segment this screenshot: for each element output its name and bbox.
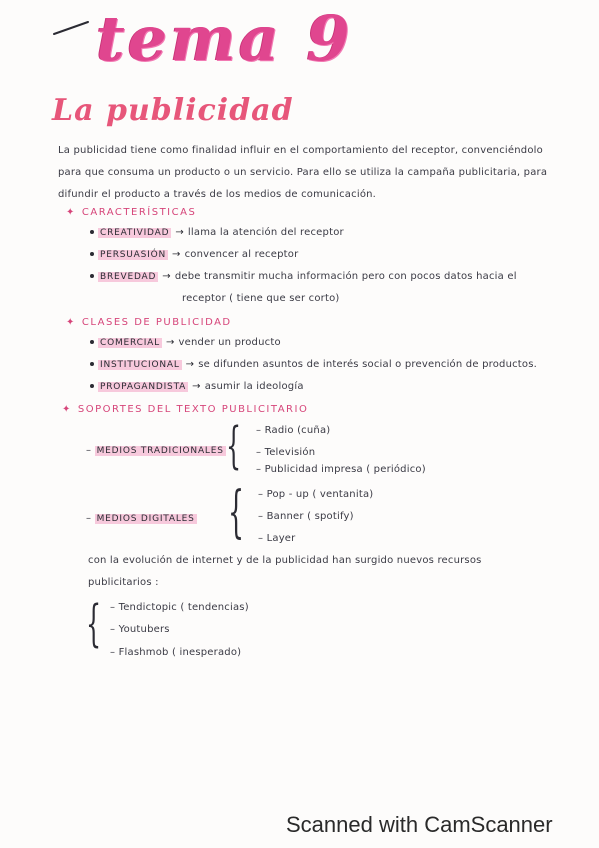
item-text: convencer al receptor — [184, 249, 299, 260]
section-heading-caracteristicas: ✦ CARACTERÍSTICAS — [66, 207, 197, 218]
bullet-icon — [90, 384, 94, 388]
page-title: tema 9 — [96, 2, 353, 75]
evolution-line-2: publicitarios : — [88, 577, 159, 588]
brace-icon: { — [228, 481, 245, 545]
intro-paragraph: La publicidad tiene como finalidad influir en el comportamiento del receptor, convenciéndolo para que consuma un producto o un servicio. Para ello se utiliza la campaña publicitaria, para difundir el producto a través de los medios de comunicación. — [58, 145, 548, 200]
list-item — [90, 272, 517, 282]
list-item — [90, 360, 537, 370]
page-subtitle: La publicidad — [52, 93, 294, 128]
section-heading-clases: ✦ CLASES DE PUBLICIDAD — [66, 317, 232, 328]
group-item: – Layer — [258, 533, 296, 544]
list-item — [90, 250, 298, 260]
group-item: – Publicidad impresa ( periódico) — [256, 464, 426, 475]
star-icon: ✦ — [66, 207, 76, 218]
group-item: – Radio (cuña) — [256, 425, 331, 436]
star-icon: ✦ — [62, 404, 72, 415]
section-heading-soportes: ✦ SOPORTES DEL TEXTO PUBLICITARIO — [62, 404, 309, 415]
evolution-item: – Tendictopic ( tendencias) — [110, 602, 249, 613]
group-item: – Pop - up ( ventanita) — [258, 489, 374, 500]
star-icon: ✦ — [66, 317, 76, 328]
item-label: COMERCIAL — [100, 338, 160, 348]
list-item — [90, 338, 281, 348]
item-text: vender un producto — [178, 337, 281, 348]
item-text: asumir la ideología — [204, 381, 304, 392]
bullet-icon — [90, 340, 94, 344]
group-item: – Banner ( spotify) — [258, 511, 354, 522]
item-label: PERSUASIÓN — [100, 250, 167, 260]
group-label-tradicionales: – MEDIOS TRADICIONALES — [86, 445, 224, 456]
item-text: llama la atención del receptor — [187, 227, 344, 238]
bullet-icon — [90, 252, 94, 256]
bullet-icon — [90, 230, 94, 234]
evolution-item: – Youtubers — [110, 624, 170, 635]
group-label-digitales: – MEDIOS DIGITALES — [86, 513, 195, 524]
arrow-right-icon: → — [185, 359, 195, 370]
arrow-right-icon: → — [192, 381, 201, 392]
bullet-icon — [90, 362, 94, 366]
brace-icon: { — [86, 595, 102, 654]
scanner-watermark: Scanned with CamScanner — [286, 812, 553, 837]
item-text: debe transmitir mucha información pero con pocos datos hacia el — [174, 271, 517, 282]
arrow-right-icon: → — [162, 271, 171, 282]
group-item: – Televisión — [256, 447, 316, 458]
item-label: BREVEDAD — [100, 272, 157, 282]
item-label: CREATIVIDAD — [100, 228, 170, 238]
arrow-right-icon: → — [175, 227, 184, 238]
arrow-right-icon: → — [165, 337, 175, 348]
item-label: INSTITUCIONAL — [100, 360, 180, 370]
evolution-item: – Flashmob ( inesperado) — [110, 647, 242, 658]
item-text: se difunden asuntos de interés social o prevención de productos. — [198, 359, 538, 370]
arrow-right-icon: → — [172, 249, 181, 260]
bullet-icon — [90, 274, 94, 278]
pen-stroke-mark — [52, 20, 92, 36]
list-item — [90, 382, 304, 392]
evolution-line-1: con la evolución de internet y de la publicidad han surgido nuevos recursos — [88, 555, 482, 566]
item-label: PROPAGANDISTA — [100, 382, 187, 392]
list-item — [90, 228, 344, 238]
brace-icon: { — [226, 417, 242, 476]
item-continuation: receptor ( tiene que ser corto) — [182, 293, 340, 304]
